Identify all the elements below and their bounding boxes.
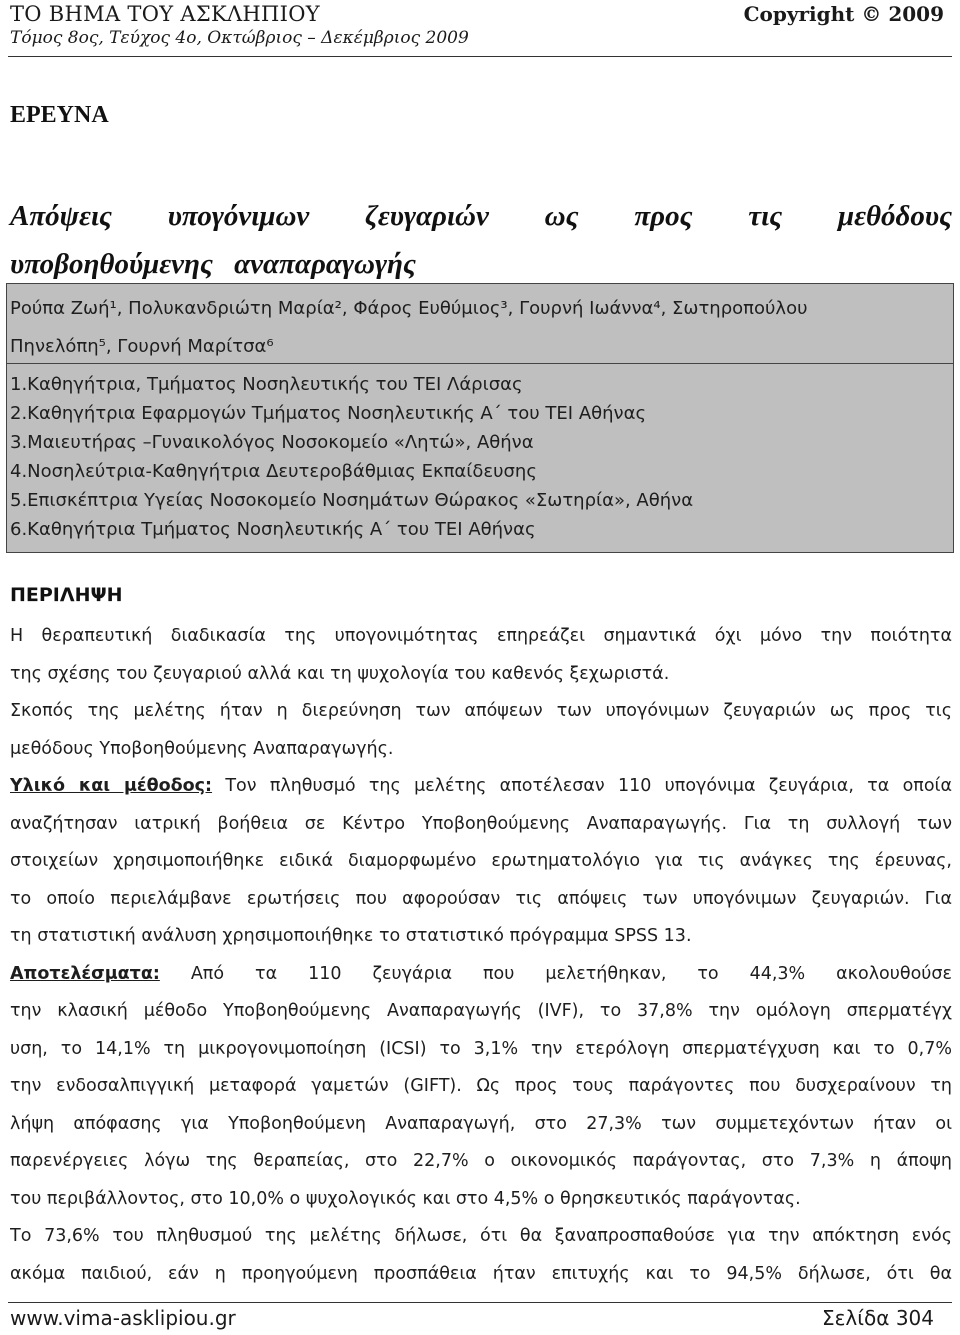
affiliation-item: 3.Μαιευτήρας –Γυναικολόγος Νοσοκομείο «Λητώ», Αθήνα xyxy=(10,432,534,453)
page-number: Σελίδα 304 xyxy=(821,1306,934,1330)
footer-divider xyxy=(8,1302,952,1303)
authors-line: Πηνελόπη⁵, Γουρνή Μαρίτσα⁶ xyxy=(10,336,274,357)
results-label: Αποτελέσματα: xyxy=(10,963,160,984)
abstract-line: Το 73,6% του πληθυσμού της μελέτης δήλωσε, ότι θα ξαναπροσπαθούσε για την απόκτηση ενός xyxy=(10,1226,952,1246)
abstract-line: λήψη απόφασης για Υποβοηθούμενη Αναπαραγωγή, στο 27,3% των συμμετεχόντων ήταν οι xyxy=(10,1113,952,1134)
abstract-line: στοιχείων χρησιμοποιήθηκε ειδικά διαμορφωμένο ερωτηματολόγιο για τις ανάγκες της έρευνας, xyxy=(10,851,952,871)
affiliation-item: 2.Καθηγήτρια Εφαρμογών Τμήματος Νοσηλευτικής Α΄ του ΤΕΙ Αθήνας xyxy=(10,403,647,424)
affiliation-item: 4.Νοσηλεύτρια-Καθηγήτρια Δευτεροβάθμιας Εκπαίδευσης xyxy=(10,461,537,482)
affiliation-item: 1.Καθηγήτρια, Τμήματος Νοσηλευτικής του ΤΕΙ Λάρισας xyxy=(10,374,523,395)
abstract-line: την ενδοσαλπιγγική μεταφορά γαμετών (GIFT). Ως προς τους παράγοντες που δυσχεραίνουν τη xyxy=(10,1076,952,1096)
abstract-line: το οποίο περιελάμβανε ερωτήσεις που αφορούσαν τις απόψεις των υπογόνιμων ζευγαριών. Για xyxy=(10,888,952,909)
affiliation-item: 6.Καθηγήτρια Τμήματος Νοσηλευτικής Α΄ του ΤΕΙ Αθήνας xyxy=(10,519,536,540)
abstract-line: Υλικό και μέθοδος: Τον πληθυσμό της μελέτης αποτέλεσαν 110 υπογόνιμα ζευγάρια, τα οποία xyxy=(10,776,952,796)
abstract-line: Η θεραπευτική διαδικασία της υπογονιμότητας επηρεάζει σημαντικά όχι μόνο την ποιότητα xyxy=(10,626,952,646)
abstract-line: του περιβάλλοντος, στο 10,0% ο ψυχολογικός και στο 4,5% ο θρησκευτικός παράγοντας. xyxy=(10,1188,801,1209)
article-title: Απόψεις υπογόνιμων ζευγαριών ως προς τις μεθόδους υποβοηθούμενης αναπαραγωγής xyxy=(10,200,952,280)
abstract-heading: ΠΕΡΙΛΗΨΗ xyxy=(10,584,123,606)
copyright-notice: Copyright © 2009 xyxy=(743,2,944,26)
abstract-line: υση, το 14,1% τη μικρογονιμοποίηση (ICSI) το 3,1% την ετερόλογη σπερματέγχυση και το 0,7% xyxy=(10,1038,952,1059)
authors-line: Ρούπα Ζωή¹, Πολυκανδριώτη Μαρία², Φάρος Ευθύμιος³, Γουρνή Ιωάννα⁴, Σωτηροπούλου xyxy=(10,298,808,319)
abstract-line: ακόμα παιδιού, εάν η προηγούμενη προσπάθεια ήταν επιτυχής και το 94,5% δήλωσε, ότι θα xyxy=(10,1263,952,1284)
header-divider xyxy=(8,56,952,57)
journal-title: ΤΟ ΒΗΜΑ ΤΟΥ ΑΣΚΛΗΠΙΟΥ xyxy=(10,2,320,26)
abstract-line: μεθόδους Υποβοηθούμενης Αναπαραγωγής. xyxy=(10,738,394,759)
methods-label: Υλικό και μέθοδος: xyxy=(10,776,213,796)
issue-info: Τόμος 8ος, Τεύχος 4ο, Οκτώβριος – Δεκέμβριος 2009 xyxy=(10,28,469,48)
affiliation-item: 5.Επισκέπτρια Υγείας Νοσοκομείο Νοσημάτων Θώρακος «Σωτηρία», Αθήνα xyxy=(10,490,694,511)
abstract-line: παρενέργειες λόγω της θεραπείας, στο 22,7% ο οικονομικός παράγοντας, στο 7,3% η άποψη xyxy=(10,1151,952,1171)
footer-url: www.vima-asklipiou.gr xyxy=(10,1306,236,1330)
abstract-line: την κλασική μέθοδο Υποβοηθούμενης Αναπαραγωγής (IVF), το 37,8% την ομόλογη σπερματέγχ xyxy=(10,1001,952,1021)
abstract-body xyxy=(10,618,952,1293)
affiliations-divider xyxy=(6,363,954,364)
page-header xyxy=(0,0,960,52)
section-label: ΕΡΕΥΝΑ xyxy=(10,102,109,128)
abstract-line: αναζήτησαν ιατρική βοήθεια σε Κέντρο Υποβοηθούμενης Αναπαραγωγής. Για τη συλλογή των xyxy=(10,813,952,834)
abstract-line: της σχέσης του ζευγαριού αλλά και τη ψυχολογία του καθενός ξεχωριστά. xyxy=(10,663,670,684)
affiliations-list xyxy=(10,370,693,544)
abstract-line: τη στατιστική ανάλυση χρησιμοποιήθηκε το στατιστικό πρόγραμμα SPSS 13. xyxy=(10,926,692,946)
abstract-line: Αποτελέσματα: Από τα 110 ζευγάρια που μελετήθηκαν, το 44,3% ακολουθούσε xyxy=(10,963,952,984)
authors-list xyxy=(10,290,910,366)
abstract-line: Σκοπός της μελέτης ήταν η διερεύνηση των απόψεων των υπογόνιμων ζευγαριών ως προς τις xyxy=(10,701,952,721)
